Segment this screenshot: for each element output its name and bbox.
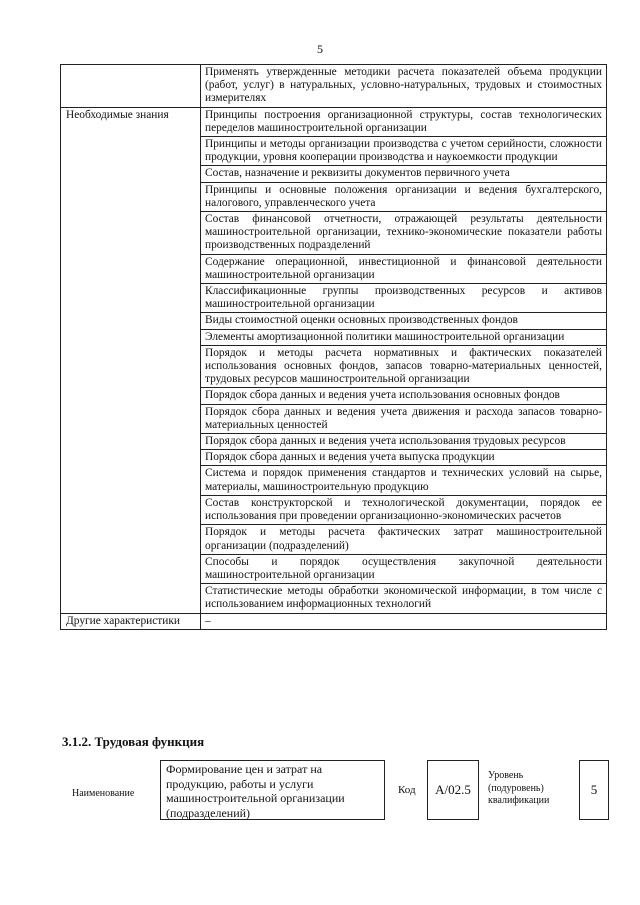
function-code-value: А/02.5: [427, 760, 479, 820]
row-content: Порядок и методы расчета фактических затрат машиностроительной организации (подразделений): [201, 525, 607, 554]
row-content: Состав конструкторской и технологической документации, порядок ее использования при проведении организационно-экономических расчетов: [201, 495, 607, 524]
row-label: [61, 65, 201, 108]
row-content: Порядок сбора данных и ведения учета выпуска продукции: [201, 450, 607, 466]
qualification-level-label: Уровень (подуровень) квалификации: [488, 770, 550, 806]
row-content: Порядок сбора данных и ведения учета использования основных фондов: [201, 388, 607, 404]
row-content: Способы и порядок осуществления закупочной деятельности машиностроительной организации: [201, 554, 607, 583]
qualification-level-value: 5: [579, 760, 609, 820]
table-row: [61, 107, 607, 136]
row-content: Содержание операционной, инвестиционной и финансовой деятельности машиностроительной организации: [201, 254, 607, 283]
function-name-label: Наименование: [72, 788, 135, 799]
row-content: Порядок сбора данных и ведения учета движения и расхода запасов товарно-материальных ценностей: [201, 404, 607, 433]
table-row: [61, 65, 607, 108]
row-content: Принципы построения организационной структуры, состав технологических переделов машиностроительной организации: [201, 107, 607, 136]
row-label: Необходимые знания: [61, 107, 201, 613]
row-content: Состав финансовой отчетности, отражающей результаты деятельности машиностроительной организации, технико-экономические показатели работы производственных подразделений: [201, 212, 607, 255]
row-content: Виды стоимостной оценки основных производственных фондов: [201, 313, 607, 329]
section-heading: 3.1.2. Трудовая функция: [62, 734, 205, 749]
row-content: Принципы и основные положения организации и ведения бухгалтерского, налогового, управленческого учета: [201, 182, 607, 211]
row-content: Применять утвержденные методики расчета показателей объема продукции (работ, услуг) в натуральных, условно-натуральных, трудовых и стоимостных измерителях: [201, 65, 607, 108]
row-content: –: [201, 613, 607, 629]
table-row: [61, 613, 607, 629]
row-content: Система и порядок применения стандартов и технических условий на сырье, материалы, машиностроительную продукцию: [201, 466, 607, 495]
row-content: Состав, назначение и реквизиты документов первичного учета: [201, 166, 607, 182]
row-content: Статистические методы обработки экономической информации, в том числе с использованием информационных технологий: [201, 584, 607, 613]
row-label: Другие характеристики: [61, 613, 201, 629]
row-content: Порядок и методы расчета нормативных и фактических показателей использования основных фондов, запасов товарно-материальных ценностей, трудовых ресурсов машиностроительной организации: [201, 345, 607, 388]
knowledge-table: [60, 64, 607, 630]
function-name-value: Формирование цен и затрат на продукцию, работы и услуги машиностроительной организации (подразделений): [160, 760, 385, 820]
row-content: Классификационные группы производственных ресурсов и активов машиностроительной организации: [201, 284, 607, 313]
row-content: Порядок сбора данных и ведения учета использования трудовых ресурсов: [201, 434, 607, 450]
knowledge-table-body: [61, 65, 607, 630]
page-number: 5: [317, 42, 323, 56]
row-content: Элементы амортизационной политики машиностроительной организации: [201, 329, 607, 345]
row-content: Принципы и методы организации производства с учетом серийности, сложности продукции, уровня кооперации производства и наукоемкости продукции: [201, 137, 607, 166]
function-code-label: Код: [398, 784, 416, 796]
